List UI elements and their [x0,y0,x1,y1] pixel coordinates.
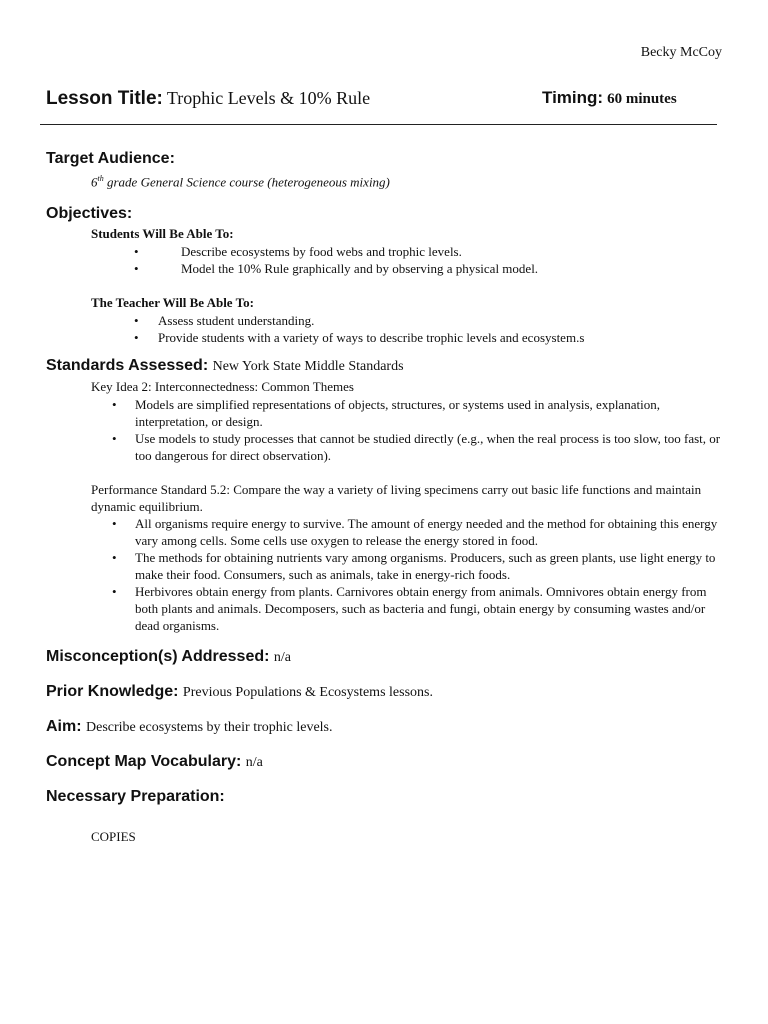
timing [542,88,677,108]
misconceptions-label: Misconception(s) Addressed: [46,648,270,666]
bullet-icon: • [134,313,139,329]
swbat-heading: Students Will Be Able To: [91,226,234,242]
list-item-text: Use models to study processes that cannot be studied directly (e.g., when the real process is too slow, too fast, or too dangerous for direct observation). [135,431,721,464]
misconceptions-heading [46,646,722,669]
list-item [46,430,722,464]
performance-list [46,515,722,634]
vocabulary-value: n/a [245,755,263,771]
list-item-text: The methods for obtaining nutrients vary among organisms. Producers, such as green plants, use light energy to make their food. Consumers, such as animals, take in energy-rich foods. [135,550,716,583]
lesson-title [46,88,370,110]
preparation-heading: Necessary Preparation: [46,788,225,806]
list-item-text: Assess student understanding. [158,313,315,329]
list-item-text: Herbivores obtain energy from plants. Carnivores obtain energy from animals. Omnivores obtain energy from both plants and animals. Decomposers, such as bacteria and fungi, obtain energy by consuming wastes and/or dead organisms. [135,584,707,634]
prior-knowledge-heading [46,681,722,704]
title-row [46,88,726,118]
list-item [46,312,722,329]
bullet-icon: • [134,330,139,346]
list-item [46,329,722,346]
bullet-icon: • [134,261,139,277]
performance-standard: Performance Standard 5.2: Compare the way a variety of living specimens carry out basic life functions and maintain dynamic equilibrium. [91,482,702,515]
prior-knowledge-value: Previous Populations & Ecosystems lessons. [182,685,433,701]
bullet-icon: • [134,244,139,260]
list-item [46,549,722,583]
misconceptions-value: n/a [273,650,291,666]
list-item-text: Provide students with a variety of ways to describe trophic levels and ecosystem.s [158,330,585,346]
swbat-list [46,243,722,277]
list-item-text: Model the 10% Rule graphically and by observing a physical model. [181,261,539,277]
list-item [46,243,722,260]
list-item-text: Describe ecosystems by food webs and trophic levels. [181,244,462,260]
list-item [46,515,722,549]
key-idea-list [46,396,722,464]
bullet-icon: • [112,550,117,566]
objectives-heading: Objectives: [46,205,133,223]
list-item-text: All organisms require energy to survive. The amount of energy needed and the method for obtaining this energy vary among cells. Some cells use oxygen to release the energy stored in food. [135,516,718,549]
list-item [46,260,722,277]
standards-value: New York State Middle Standards [212,359,404,375]
target-audience-heading: Target Audience: [46,150,175,167]
tbat-heading: The Teacher Will Be Able To: [91,295,254,311]
bullet-icon: • [112,516,117,532]
preparation-copies: COPIES [91,829,136,845]
grade-number: 6 [91,174,98,190]
standards-label: Standards Assessed: [46,357,209,375]
timing-value: 60 minutes [607,91,677,107]
aim-value: Describe ecosystems by their trophic levels. [86,720,333,736]
list-item-text: Models are simplified representations of objects, structures, or systems used in analysis, explanation, interpretation, or design. [135,397,660,430]
list-item [46,583,722,634]
audience-description: grade General Science course (heterogeneous mixing) [103,174,390,190]
title-divider [40,124,717,125]
lesson-content [46,148,722,846]
vocabulary-label: Concept Map Vocabulary: [46,753,242,771]
timing-label: Timing: [542,88,604,107]
grade-suffix: th [97,174,104,183]
standards-heading [46,355,722,378]
lesson-title-label: Lesson Title: [46,88,163,109]
tbat-list [46,312,722,346]
vocabulary-heading [46,751,722,774]
list-item [46,396,722,430]
key-idea: Key Idea 2: Interconnectedness: Common Themes [91,379,354,395]
bullet-icon: • [112,584,117,600]
prior-knowledge-label: Prior Knowledge: [46,683,179,701]
bullet-icon: • [112,397,117,413]
bullet-icon: • [112,431,117,447]
aim-label: Aim: [46,718,82,736]
target-audience-text [46,170,722,191]
author-name: Becky McCoy [640,45,722,60]
lesson-title-value: Trophic Levels & 10% Rule [166,88,371,108]
aim-heading [46,716,722,739]
